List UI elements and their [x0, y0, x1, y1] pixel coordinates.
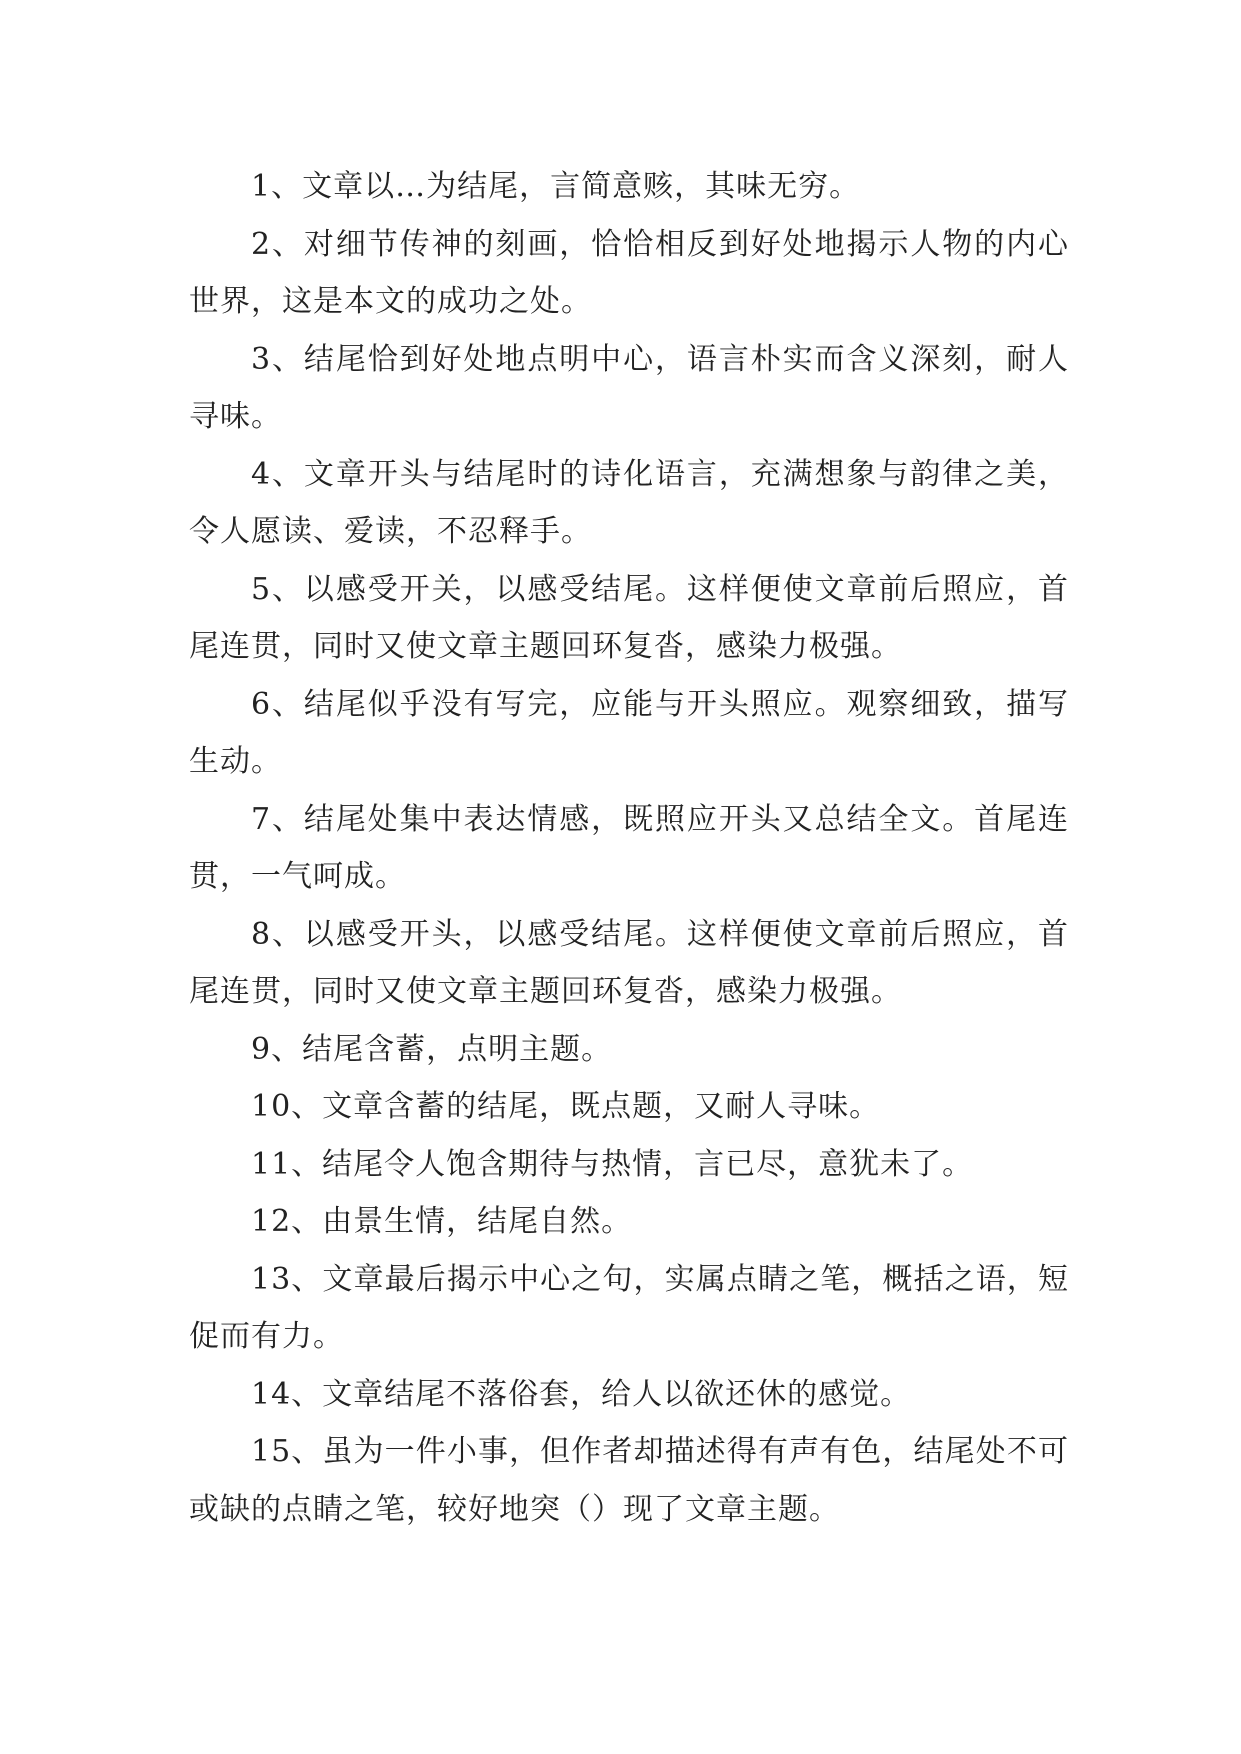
paragraph-2: 2、对细节传神的刻画，恰恰相反到好处地揭示人物的内心世界，这是本文的成功之处。 [189, 226, 1069, 319]
paragraph-5: 5、以感受开关，以感受结尾。这样便使文章前后照应，首尾连贯，同时又使文章主题回环复沓，感染力极强。 [189, 571, 1069, 664]
paragraph-13: 13、文章最后揭示中心之句，实属点睛之笔，概括之语，短促而有力。 [189, 1261, 1069, 1354]
document-body [189, 158, 1069, 1538]
paragraph-1: 1、文章以…为结尾，言简意赅，其味无穷。 [251, 169, 861, 204]
paragraph-6: 6、结尾似乎没有写完，应能与开头照应。观察细致，描写生动。 [189, 686, 1069, 779]
paragraph-4: 4、文章开头与结尾时的诗化语言，充满想象与韵律之美，令人愿读、爱读，不忍释手。 [189, 456, 1069, 549]
paragraph-15: 15、虽为一件小事，但作者却描述得有声有色，结尾处不可或缺的点睛之笔，较好地突（）现了文章主题。 [189, 1434, 1069, 1527]
paragraph-9: 9、结尾含蓄，点明主题。 [251, 1031, 613, 1067]
paragraph-7: 7、结尾处集中表达情感，既照应开头又总结全文。首尾连贯，一气呵成。 [189, 801, 1069, 894]
paragraph-12: 12、由景生情，结尾自然。 [251, 1204, 633, 1239]
paragraph-10: 10、文章含蓄的结尾，既点题，又耐人寻味。 [251, 1089, 881, 1124]
paragraph-8: 8、以感受开头，以感受结尾。这样便使文章前后照应，首尾连贯，同时又使文章主题回环复沓，感染力极强。 [189, 916, 1069, 1009]
paragraph-3: 3、结尾恰到好处地点明中心，语言朴实而含义深刻，耐人寻味。 [189, 341, 1069, 434]
paragraph-14: 14、文章结尾不落俗套，给人以欲还休的感觉。 [251, 1376, 912, 1412]
paragraph-11: 11、结尾令人饱含期待与热情，言已尽，意犹未了。 [251, 1146, 974, 1182]
